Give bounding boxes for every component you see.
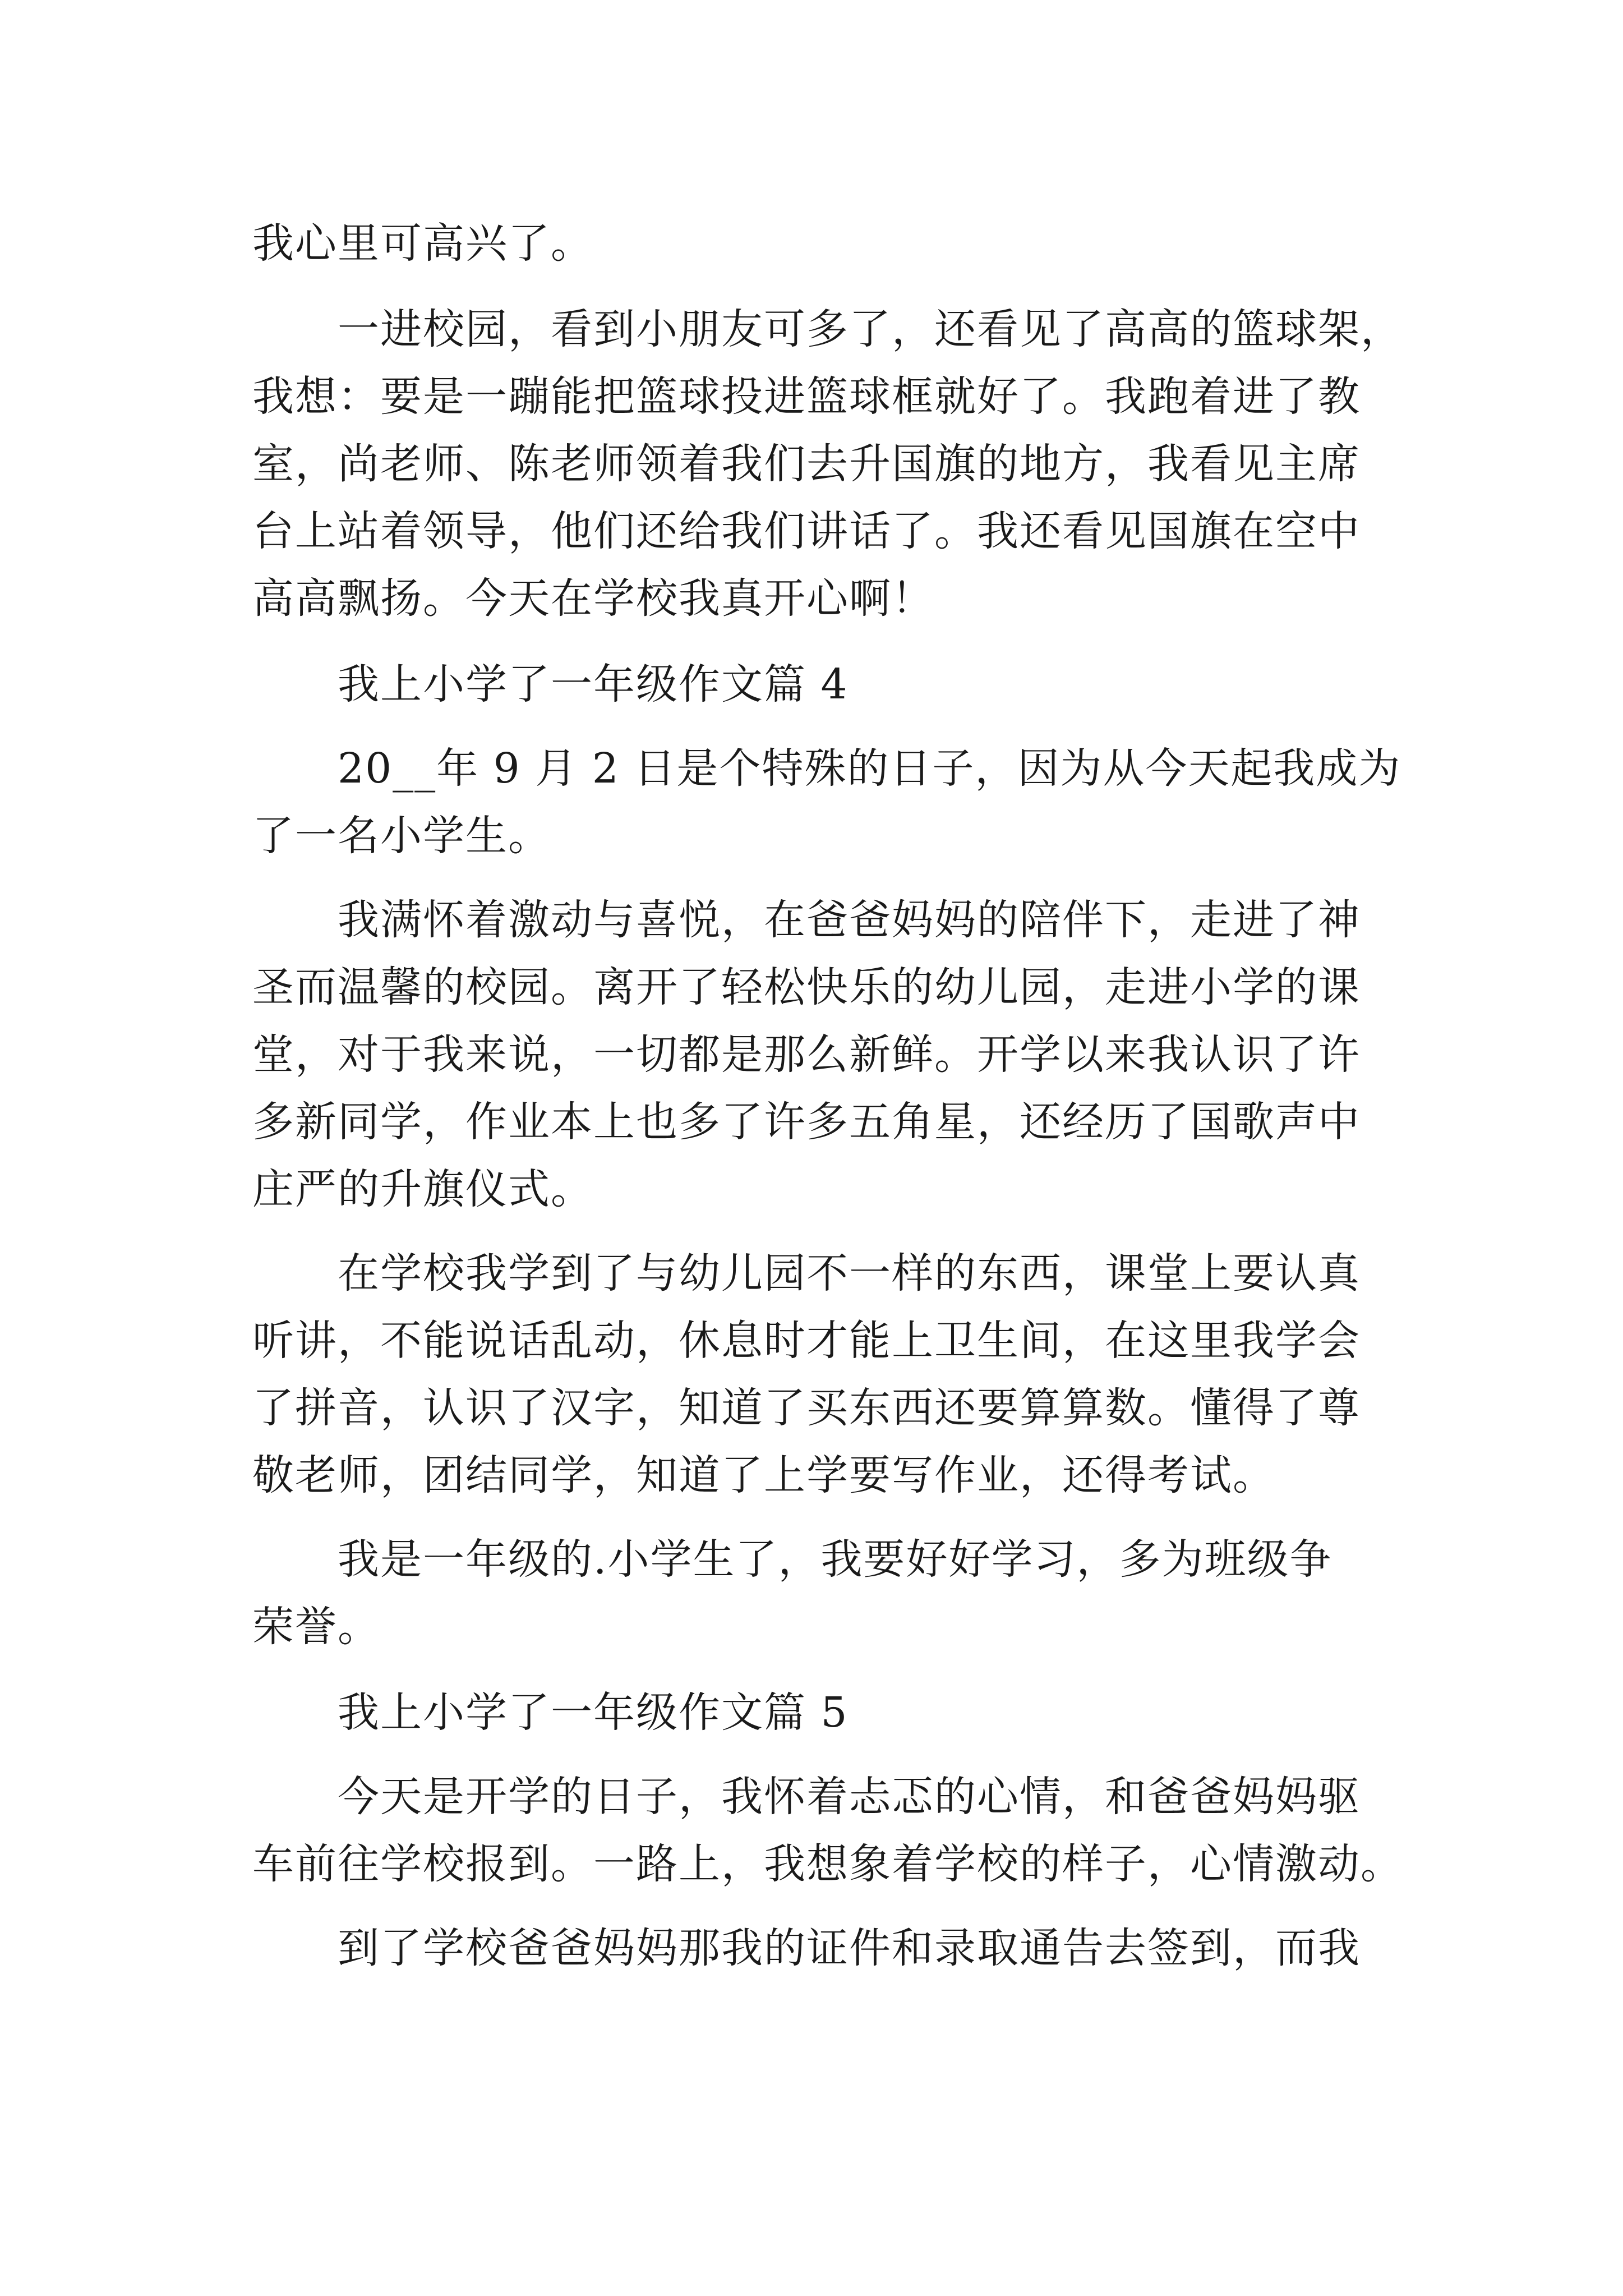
text-line: 台上站着领导，他们还给我们讲话了。我还看见国旗在空中 [252,507,1361,555]
section-heading: 我上小学了一年级作文篇 5 [338,1688,849,1737]
text-line: 我是一年级的.小学生了，我要好好学习，多为班级争 [338,1535,1332,1584]
text-line: 敬老师，团结同学，知道了上学要写作业，还得考试。 [252,1451,1275,1499]
text-line: 堂，对于我来说，一切都是那么新鲜。开学以来我认识了许 [252,1030,1361,1079]
text-line: 我想：要是一蹦能把篮球投进篮球框就好了。我跑着进了教 [252,372,1361,421]
text-line: 今天是开学的日子，我怀着忐忑的心情，和爸爸妈妈驱 [338,1773,1361,1821]
text-line: 听讲，不能说话乱动，休息时才能上卫生间，在这里我学会 [252,1317,1361,1365]
section-heading: 我上小学了一年级作文篇 4 [338,660,849,708]
text-line: 在学校我学到了与幼儿园不一样的东西，课堂上要认真 [338,1249,1361,1297]
text-line: 了拼音，认识了汉字，知道了买东西还要算算数。懂得了尊 [252,1384,1361,1432]
text-line: 一进校园，看到小朋友可多了，还看见了高高的篮球架， [338,305,1403,353]
text-line: 车前往学校报到。一路上，我想象着学校的样子，心情激动。 [252,1840,1403,1888]
text-line: 荣誉。 [252,1603,380,1651]
text-line: 20__年 9 月 2 日是个特殊的日子，因为从今天起我成为 [338,744,1401,793]
text-line: 多新同学，作业本上也多了许多五角星，还经历了国歌声中 [252,1098,1361,1146]
text-line: 室，尚老师、陈老师领着我们去升国旗的地方，我看见主席 [252,440,1361,488]
text-line: 圣而温馨的校园。离开了轻松快乐的幼儿园，走进小学的课 [252,963,1361,1011]
text-line: 到了学校爸爸妈妈那我的证件和录取通告去签到，而我 [338,1924,1361,1972]
text-line: 了一名小学生。 [252,812,551,860]
text-line: 高高飘扬。今天在学校我真开心啊！ [252,574,934,623]
text-line: 我心里可高兴了。 [252,219,593,268]
text-line: 庄严的升旗仪式。 [252,1165,593,1213]
text-line: 我满怀着激动与喜悦，在爸爸妈妈的陪伴下，走进了神 [338,896,1361,944]
